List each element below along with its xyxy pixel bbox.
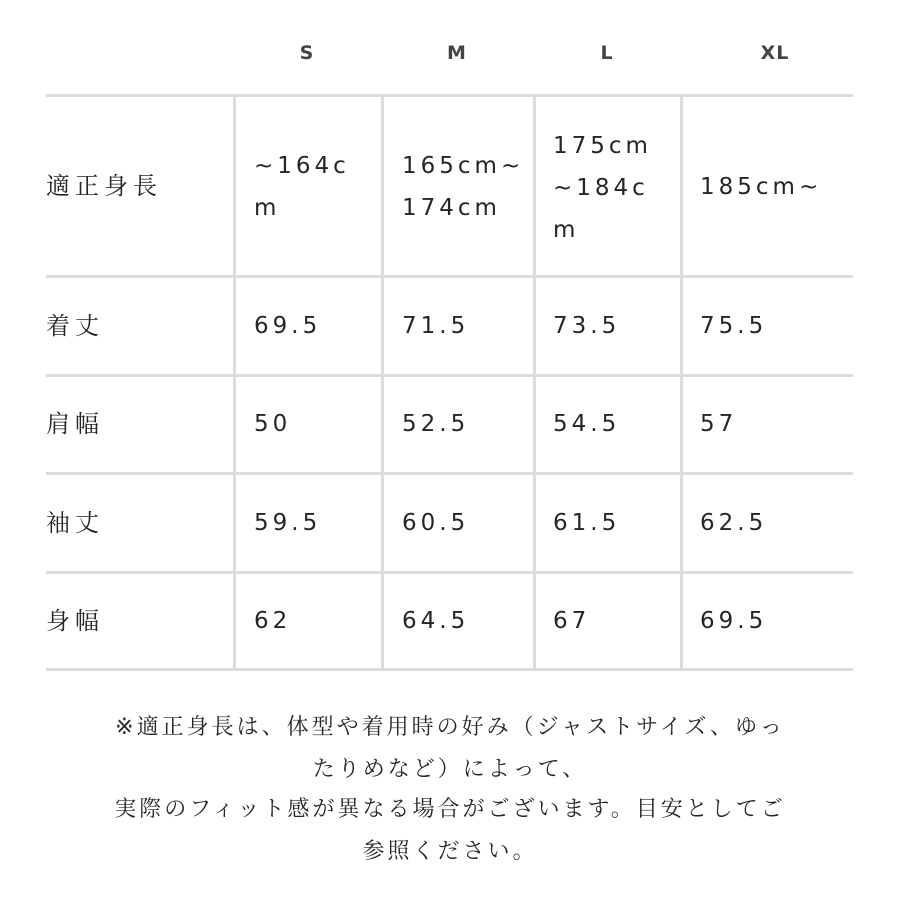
table-cell: 57 [700,411,738,437]
footnote-line: 実際のフィット感が異なる場合がございます。目安としてご [114,797,786,822]
table-divider [46,374,853,377]
table-cell: 59.5 [254,510,322,536]
column-divider [680,97,683,669]
size-header-xl: XL [760,42,790,64]
row-label-shoulder: 肩幅 [46,410,104,438]
table-divider [46,668,853,671]
size-header-m: M [447,42,467,64]
table-cell: 64.5 [402,608,470,634]
table-cell: 50 [254,411,292,437]
table-divider [46,472,853,475]
table-cell: 60.5 [402,510,470,536]
footnote-line: たりめなど）によって、 [312,757,588,782]
row-label-width: 身幅 [46,607,104,635]
table-cell: ~164c m [254,153,350,221]
table-cell: 175cm ~184c m [553,133,652,243]
size-header-l: L [600,42,614,64]
table-cell: 54.5 [553,411,621,437]
table-cell: 185cm~ [700,174,823,200]
table-cell: 165cm~ 174cm [402,153,525,221]
column-divider [381,97,384,669]
table-cell: 69.5 [700,608,768,634]
row-label-height: 適正身長 [46,172,162,200]
table-cell: 67 [553,608,591,634]
table-divider [46,571,853,574]
footnote-line: 参照ください。 [362,839,538,864]
table-divider [46,94,853,97]
table-cell: 52.5 [402,411,470,437]
table-cell: 73.5 [553,313,621,339]
row-label-length: 着丈 [46,312,104,340]
table-cell: 69.5 [254,313,322,339]
table-cell: 71.5 [402,313,470,339]
table-cell: 75.5 [700,313,768,339]
footnote-line: ※適正身長は、体型や着用時の好み（ジャストサイズ、ゆっ [115,715,785,740]
table-cell: 62 [254,608,292,634]
table-cell: 61.5 [553,510,621,536]
row-label-sleeve: 袖丈 [46,509,104,537]
column-divider [233,97,236,669]
table-divider [46,275,853,278]
column-divider [533,97,536,669]
table-cell: 62.5 [700,510,768,536]
size-header-s: S [299,42,315,64]
